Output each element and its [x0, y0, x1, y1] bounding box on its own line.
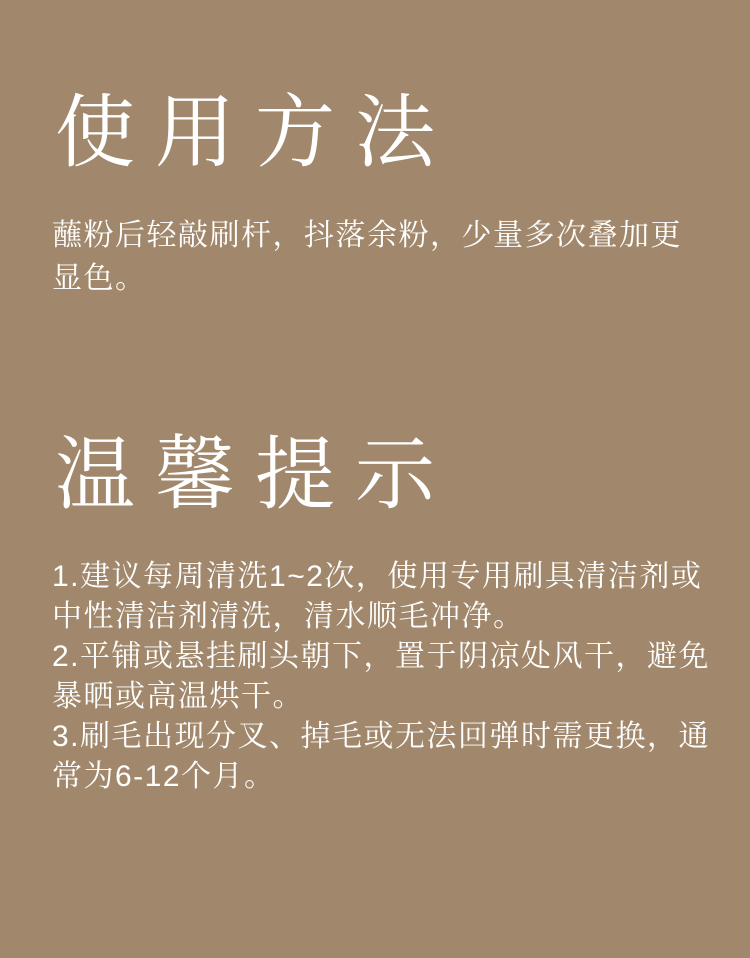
usage-instruction-text: 蘸粉后轻敲刷杆，抖落余粉，少量多次叠加更显色。: [52, 219, 682, 296]
usage-section-title: 使用方法: [55, 88, 455, 177]
usage-section: [0, 0, 750, 300]
tip-item-3: 3.刷毛出现分叉、掉毛或无法回弹时需更换，通常为6-12个月。: [52, 719, 711, 793]
tips-list: [52, 557, 716, 797]
tips-section: [0, 428, 750, 796]
tips-section-title: 温馨提示: [55, 430, 455, 520]
tip-item-2: 2.平铺或悬挂刷头朝下，置于阴凉处风干，避免暴晒或高温烘干。: [52, 639, 711, 713]
tip-item-1: 1.建议每周清洗1~2次，使用专用刷具清洁剂或中性清洁剂清洗，清水顺毛冲净。: [52, 559, 703, 633]
